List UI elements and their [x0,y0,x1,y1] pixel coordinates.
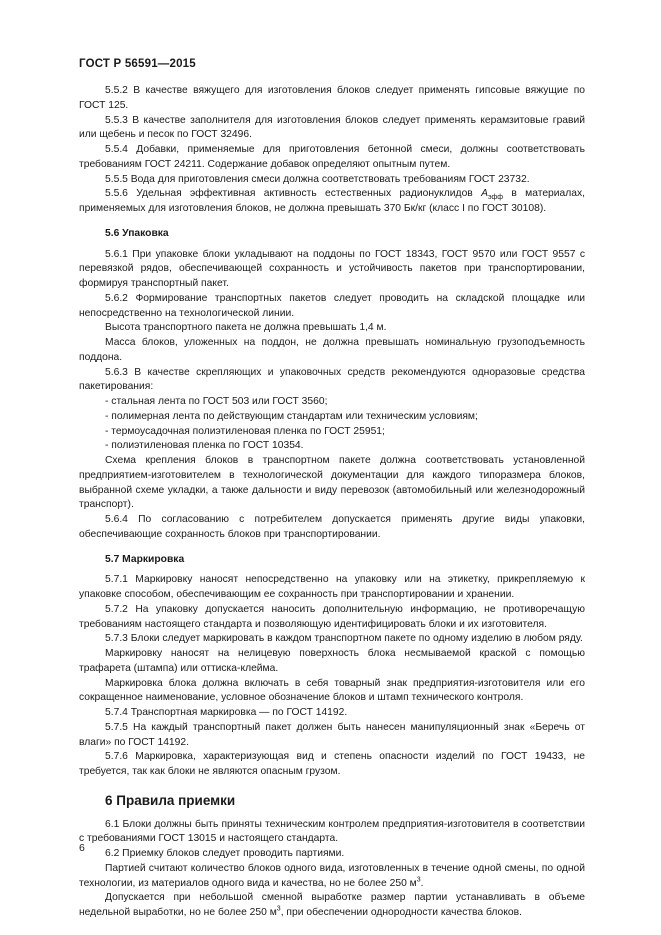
clause-5-7-5: 5.7.5 На каждый транспортный пакет должен быть нанесен манипуляционный знак «Беречь от влаги» по ГОСТ 14192. [79,721,585,748]
allowed-superscript: 3 [276,905,281,913]
list-item: - стальная лента по ГОСТ 503 или ГОСТ 3560; [105,396,328,407]
clause-5-5-6-text-after: в материалах, применяемых для изготовления блоков, не должна превышать 370 Бк/кг (класс I по ГОСТ 30108). [79,188,585,214]
clause-5-5-3: 5.5.3 В качестве заполнителя для изготовления блоков следует применять керамзитовые гравий или щебень и песок по ГОСТ 32496. [79,114,585,141]
clause-6-2: 6.2 Приемку блоков следует проводить партиями. [105,848,345,859]
clause-5-7-1: 5.7.1 Маркировку наносят непосредственно на упаковку или на этикетку, прикрепляемую к упаковке способом, обеспечивающим ее сохранность при транспортировании и хранении. [79,574,585,600]
list-item: - полиэтиленовая пленка по ГОСТ 10354. [105,440,304,452]
paragraph-party-allowed [79,891,585,921]
clause-5-5-5: 5.5.5 Вода для приготовления смеси должна соответствовать требованиям ГОСТ 23732. [105,173,530,185]
section-5-7-title: 5.7 Маркировка [105,553,185,565]
clause-5-5-6-text-before: 5.5.6 Удельная эффективная активность естественных радионуклидов [105,188,482,200]
clause-5-7-6: 5.7.6 Маркировка, характеризующая вид и степень опасности изделий по ГОСТ 19433, не требуется, так как блоки не являются опасным грузом. [79,751,585,777]
paragraph-mass-limit: Масса блоков, уложенных на поддон, не должна превышать номинальную грузоподъемность поддона. [79,337,585,363]
paragraph-party-definition [79,862,585,892]
list-item: - полимерная лента по действующим стандартам или техническим условиям; [105,410,478,422]
party-text-after: . [420,877,424,889]
clause-6-1: 6.1 Блоки должны быть приняты техническим контролем предприятия-изготовителя в соответствии с требованиями ГОСТ 13015 и настоящего стандарта. [79,818,585,845]
page-number: 6 [79,842,85,854]
clause-5-6-1: 5.6.1 При упаковке блоки укладывают на поддоны по ГОСТ 18343, ГОСТ 9570 или ГОСТ 9557 с перевязкой рядов, обеспечивающей сохранность и устойчивость пакетов при транспортировании, формируя транспортный пакет. [79,248,585,289]
paragraph-marking-method: Маркировку наносят на нелицевую поверхность блока несмываемой краской с помощью трафарета (штампа) или оттиска-клейма. [79,648,585,674]
clause-5-7-4: 5.7.4 Транспортная маркировка — по ГОСТ 14192. [105,707,348,718]
party-superscript: 3 [416,876,421,884]
paragraph-marking-content: Маркировка блока должна включать в себя товарный знак предприятия-изготовителя или его сокращенное наименование, условное обозначение блоков и штамп технического контроля. [79,677,585,704]
clause-5-5-2: 5.5.2 В качестве вяжущего для изготовления блоков следует применять гипсовые вяжущие по ГОСТ 125. [79,85,585,111]
party-text-before: Партией считают количество блоков одного вида, изготовленных в течение одной смены, по одной технологии, из материалов одного вида и качества, но не более 250 м [79,862,585,889]
allowed-text-before: Допускается при небольшой сменной выработке размер партии устанавливать в объеме недельной выработки, но не более 250 м [79,892,585,918]
document-header: ГОСТ Р 56591—2015 [79,58,196,70]
clause-5-7-2: 5.7.2 На упаковку допускается наносить дополнительную информацию, не противоречащую требованиям настоящего стандарта и позволяющую идентифицировать блоки и их изготовителя. [79,603,585,630]
clause-5-7-3: 5.7.3 Блоки следует маркировать в каждом транспортном пакете по одному изделию в любом ряду. [105,633,583,645]
list-item: - термоусадочная полиэтиленовая пленка по ГОСТ 25951; [105,425,385,437]
chapter-6-title: 6 Правила приемки [105,792,236,808]
section-5-6-title: 5.6 Упаковка [105,227,169,239]
activity-symbol: A [481,188,488,200]
clause-5-6-3: 5.6.3 В качестве скрепляющих и упаковочных средств рекомендуются одноразовые средства пакетирования: [79,366,585,393]
clause-5-6-4: 5.6.4 По согласованию с потребителем допускается применять другие виды упаковки, обеспечивающие сохранность блоков при транспортировании. [79,514,585,540]
clause-5-5-6 [79,187,585,217]
clause-5-6-2: 5.6.2 Формирование транспортных пакетов следует проводить на складской площадке или непосредственно на технологической линии. [79,292,585,319]
clause-5-5-4: 5.5.4 Добавки, применяемые для приготовления бетонной смеси, должны соответствовать требованиям ГОСТ 24211. Содержание добавок определяют опытным путем. [79,144,585,170]
document-body [79,84,585,921]
activity-subscript: эфф [487,194,504,202]
allowed-text-after: , при обеспечении однородности качества блоков. [280,907,522,918]
paragraph-fastening-scheme: Схема крепления блоков в транспортном пакете должна соответствовать установленной предприятием-изготовителем в технологической документации для каждого типоразмера блоков, выбранной схеме укладки, а также дальности и виду перевозок (автомобильный или железнодорожный транспорт). [79,455,585,511]
paragraph-height-limit: Высота транспортного пакета не должна превышать 1,4 м. [105,322,387,334]
